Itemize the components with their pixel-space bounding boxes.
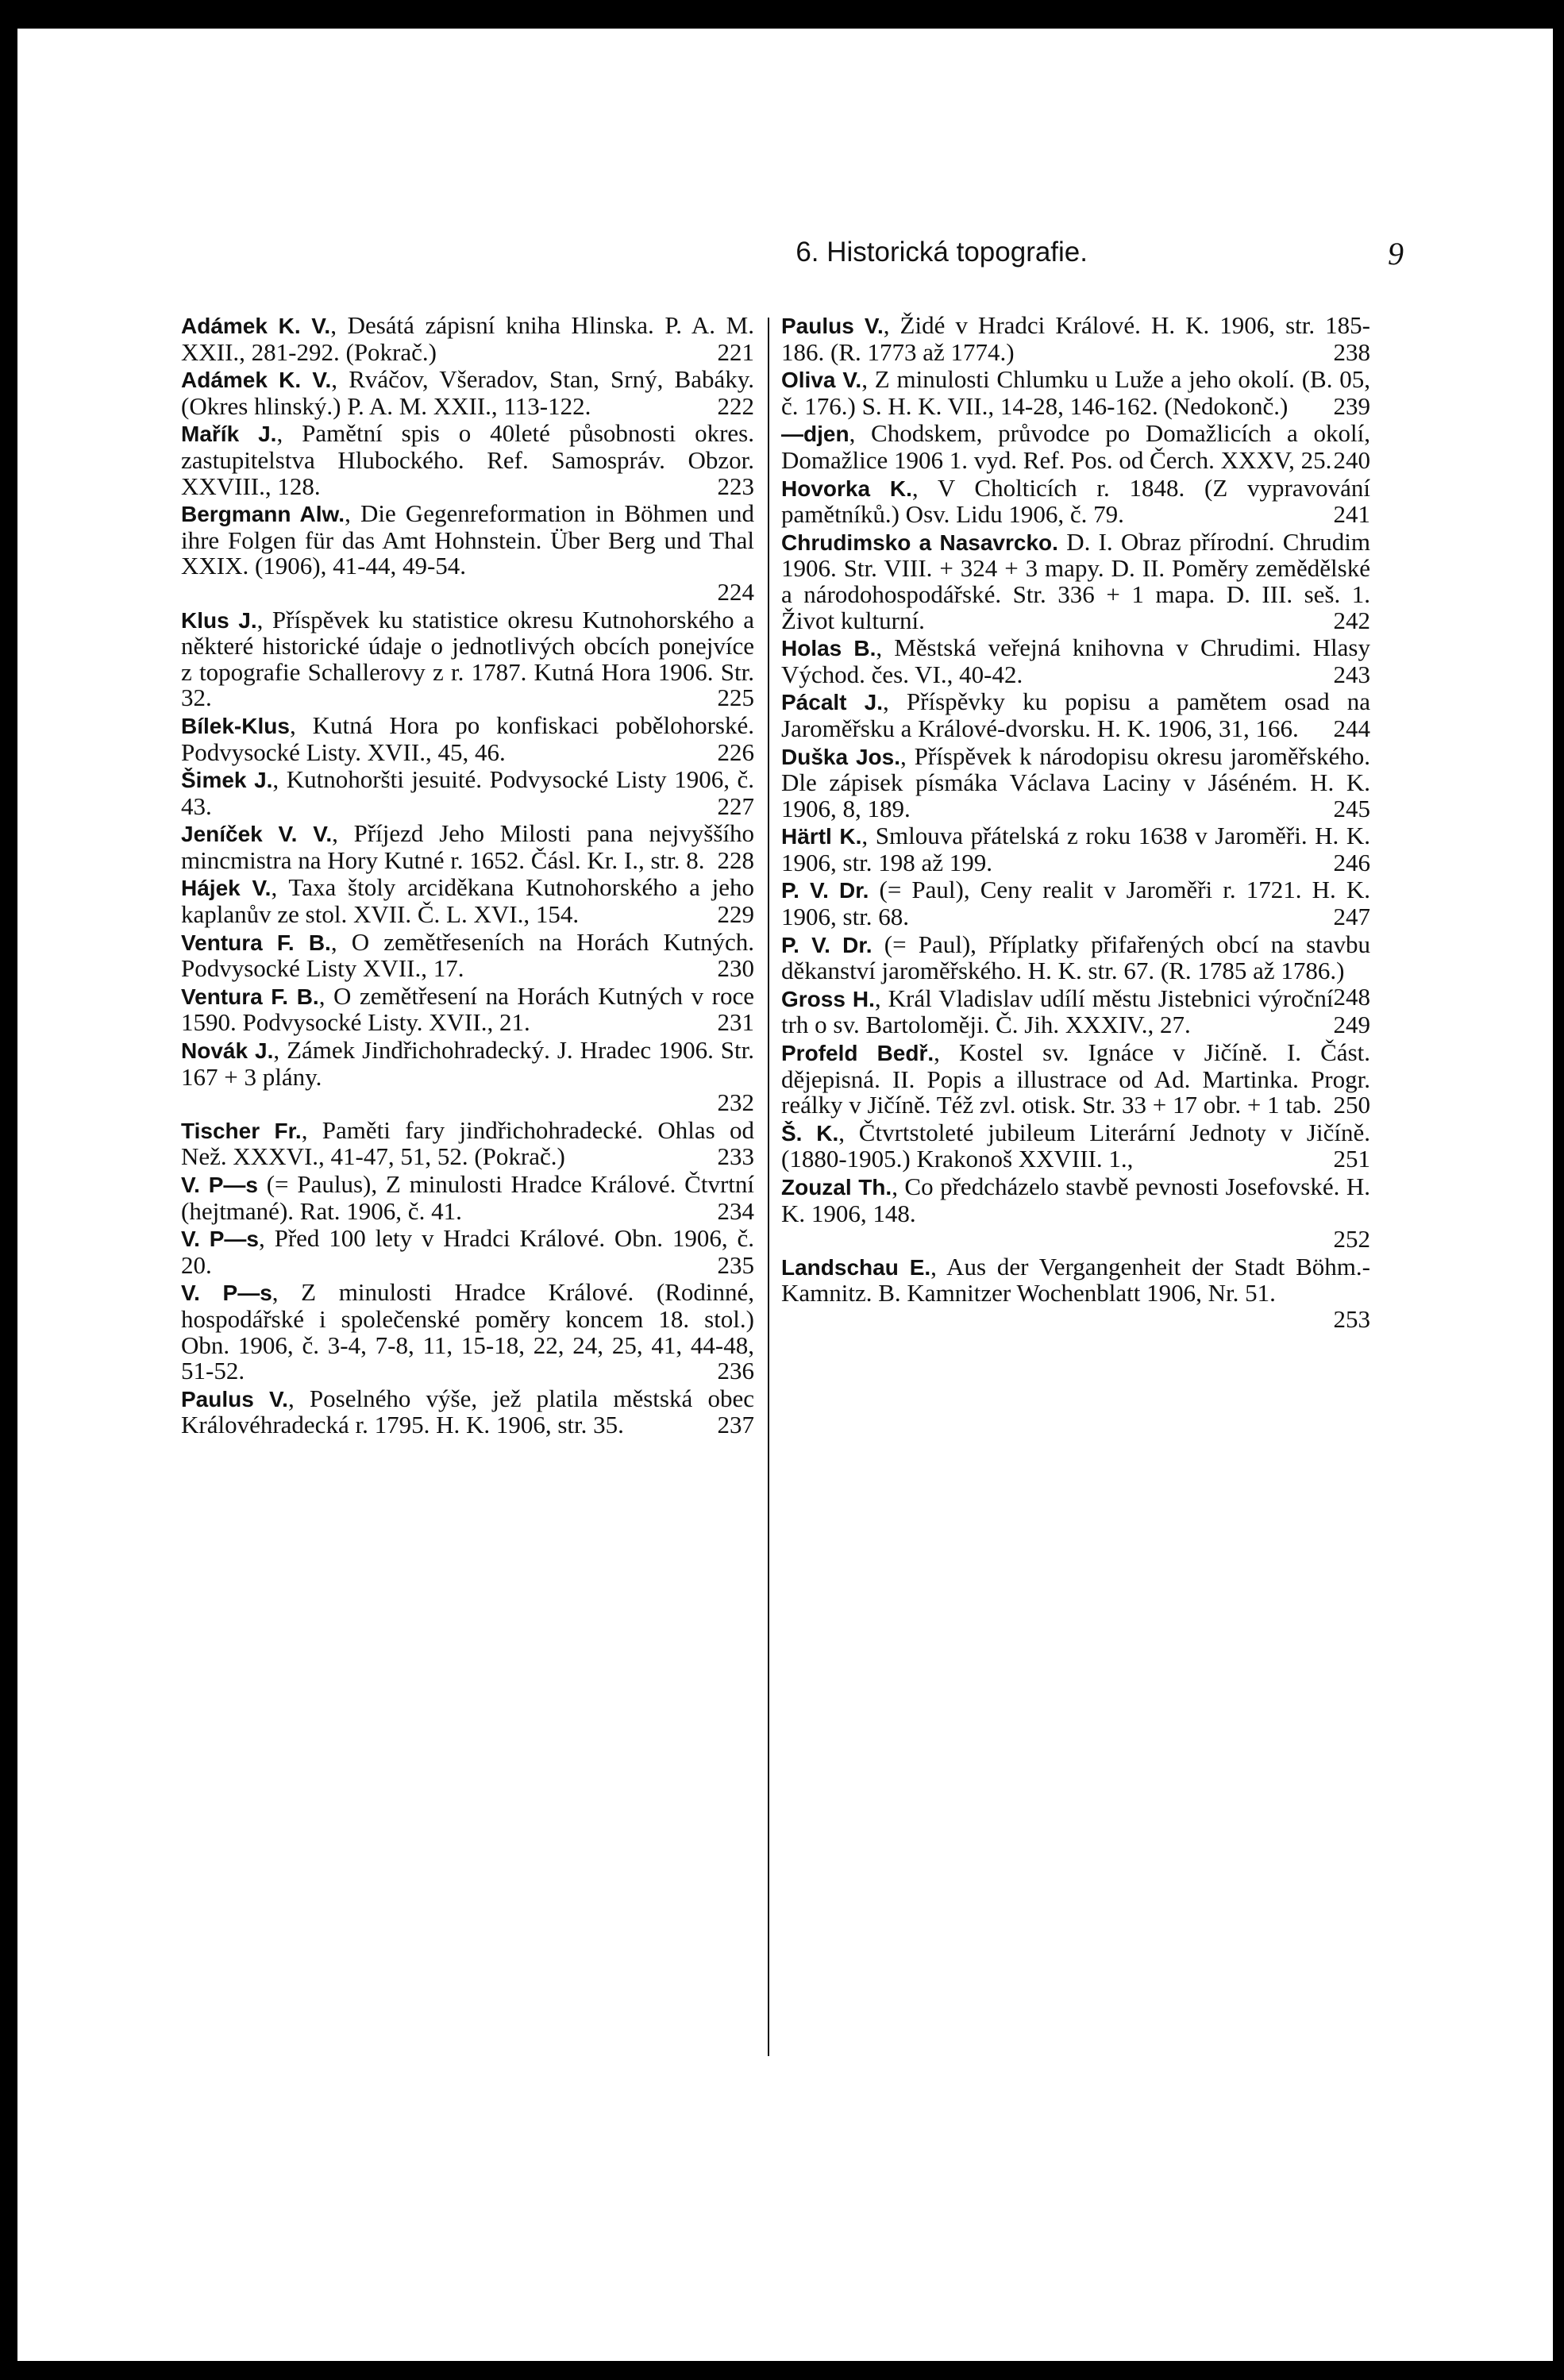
entry-text: (= Paul), Příplatky přifařených obcí na stavbu děkanství jaroměřského. H. K. str. 67. (R. 1785 až 1786.) bbox=[781, 930, 1371, 985]
entry-author: Bílek-Klus bbox=[181, 713, 290, 738]
bibliography-entry bbox=[781, 1174, 1370, 1253]
entry-text: , Co předcházelo stavbě pevnosti Josefovské. H. K. 1906, 148. bbox=[781, 1173, 1370, 1227]
right-column bbox=[781, 313, 1370, 1334]
entry-author: P. V. Dr. bbox=[781, 878, 869, 903]
entry-number: 248 bbox=[1333, 982, 1370, 1011]
entry-text: , Před 100 lety v Hradci Králové. Obn. 1906, č. 20. bbox=[181, 1224, 754, 1279]
entry-number: 229 bbox=[717, 900, 754, 929]
bibliography-entry bbox=[181, 1226, 754, 1278]
entry-text: , Z minulosti Hradce Králové. (Rodinné, hospodářské i společenské poměry koncem 18. stol.) Obn. 1906, č. 3-4, 7-8, 11, 15-18, 22, 24, 25, 41, 44-48, 51-52. bbox=[181, 1278, 754, 1385]
bibliography-entry bbox=[181, 1280, 754, 1384]
entry-text: , Kutná Hora po konfiskaci pobělohorské. Podvysocké Listy. XVII., 45, 46. bbox=[181, 711, 754, 766]
bibliography-entry bbox=[181, 1115, 755, 1171]
entry-number: 246 bbox=[1333, 848, 1370, 876]
entry-author: Chrudimsko a Nasavrcko. bbox=[781, 530, 1058, 555]
bibliography-entry bbox=[181, 421, 754, 499]
bibliography-entry bbox=[781, 473, 1370, 529]
bibliography-entry bbox=[181, 607, 754, 711]
bibliography-entry bbox=[181, 367, 754, 419]
entry-author: Mařík J. bbox=[181, 422, 277, 447]
bibliography-entry bbox=[781, 982, 1370, 1039]
bibliography-entry bbox=[181, 927, 754, 983]
entry-number: 233 bbox=[717, 1142, 754, 1171]
entry-number: 225 bbox=[717, 684, 754, 712]
entry-author: Šimek J. bbox=[181, 768, 273, 793]
entry-text: , Rváčov, Všeradov, Stan, Srný, Babáky. (Okres hlinský.) P. A. M. XXII., 113-122. bbox=[181, 365, 754, 420]
entry-text: , Poselného výše, jež platila městská obec Královéhradecká r. 1795. H. K. 1906, str. 35. bbox=[181, 1384, 754, 1439]
entry-text: , Král Vladislav udílí městu Jistebnici výroční trh o sv. Bartoloměji. Č. Jih. XXXIV., 27. bbox=[781, 984, 1334, 1039]
entry-text: , Smlouva přátelská z roku 1638 v Jaroměři. H. K. 1906, str. 198 až 199. bbox=[781, 822, 1370, 876]
entry-number: 245 bbox=[1333, 794, 1370, 822]
entry-text: , O zemětřesení na Horách Kutných v roce 1590. Podvysocké Listy. XVII., 21. bbox=[181, 981, 754, 1037]
bibliography-entry bbox=[781, 689, 1370, 741]
entry-number: 242 bbox=[1333, 606, 1370, 634]
bibliography-entry bbox=[181, 501, 754, 605]
entry-number: 251 bbox=[1333, 1145, 1370, 1173]
entry-number: 247 bbox=[1333, 903, 1370, 931]
entry-text: , Desátá zápisní kniha Hlinska. P. A. M. XXII., 281-292. (Pokrač.) bbox=[181, 311, 754, 366]
entry-author: V. P—s bbox=[181, 1281, 272, 1306]
entry-author: Tischer Fr. bbox=[181, 1118, 302, 1143]
entry-text: , Židé v Hradci Králové. H. K. 1906, str. 185-186. (R. 1773 až 1774.) bbox=[781, 311, 1370, 366]
entry-author: Härtl K. bbox=[781, 824, 862, 849]
entry-text: , V Cholticích r. 1848. (Z vypravování pamětníků.) Osv. Lidu 1906, č. 79. bbox=[781, 473, 1370, 529]
entry-number: 250 bbox=[1333, 1091, 1370, 1119]
bibliography-entry bbox=[181, 1386, 754, 1438]
entry-author: Š. K. bbox=[781, 1120, 839, 1146]
bibliography-entry bbox=[781, 421, 1370, 473]
entry-number: 227 bbox=[717, 791, 754, 820]
entry-number: 224 bbox=[717, 577, 754, 606]
entry-number: 235 bbox=[717, 1250, 754, 1279]
entry-author: Ventura F. B. bbox=[181, 930, 331, 955]
entry-author: Zouzal Th. bbox=[781, 1175, 892, 1200]
page-header bbox=[17, 233, 1553, 273]
entry-number: 231 bbox=[717, 1008, 754, 1037]
entry-text: , Zámek Jindřichohradecký. J. Hradec 1906. Str. 167 + 3 plány. bbox=[181, 1036, 754, 1091]
entry-author: V. P—s bbox=[181, 1173, 258, 1197]
entry-author: Adámek K. V. bbox=[181, 368, 332, 393]
left-column bbox=[181, 313, 754, 1440]
entry-author: Paulus V. bbox=[181, 1386, 288, 1411]
entry-text: , Chodskem, průvodce po Domažlicích a okolí, Domažlice 1906 1. vyd. Ref. Pos. od Čerch. XXXV, 25. bbox=[781, 419, 1370, 474]
entry-author: Jeníček V. V. bbox=[181, 822, 333, 847]
entry-number: 226 bbox=[717, 737, 754, 766]
entry-number: 239 bbox=[1333, 391, 1370, 420]
bibliography-entry bbox=[781, 1254, 1370, 1333]
entry-author: Hájek V. bbox=[181, 876, 272, 901]
entry-text: , Příspěvek ku statistice okresu Kutnohorského a některé historické údaje o jednotlivých obcích ponejvíce z topografie Schallerovy z r. 1787. Kutná Hora 1906. Str. 32. bbox=[181, 605, 755, 712]
entry-author: V. P—s bbox=[181, 1227, 260, 1252]
entry-number: 237 bbox=[717, 1411, 754, 1439]
page-number: 9 bbox=[1388, 236, 1404, 272]
entry-author: Paulus V. bbox=[781, 314, 884, 338]
bibliography-entry bbox=[781, 741, 1370, 822]
bibliography-entry bbox=[781, 877, 1370, 930]
entry-author: —djen bbox=[781, 422, 849, 447]
entry-number: 221 bbox=[717, 337, 754, 366]
entry-text: , Příspěvek k národopisu okresu jaroměřského. Dle zápisek písmáka Václava Laciny v Jáséném. H. K. 1906, 8, 189. bbox=[781, 741, 1370, 822]
entry-text: , Aus der Vergangenheit der Stadt Böhm.-Kamnitz. B. Kamnitzer Wochenblatt 1906, Nr. 51. bbox=[781, 1252, 1370, 1307]
entry-author: Hovorka K. bbox=[781, 476, 912, 501]
entry-text: , Paměti fary jindřichohradecké. Ohlas od Než. XXXVI., 41-47, 51, 52. (Pokrač.) bbox=[181, 1115, 755, 1171]
entry-number: 222 bbox=[717, 391, 754, 420]
entry-author: Novák J. bbox=[181, 1038, 274, 1064]
bibliography-entry bbox=[781, 527, 1370, 634]
bibliography-entry bbox=[781, 313, 1370, 365]
entry-text: , Kutnohoršti jesuité. Podvysocké Listy 1906, č. 43. bbox=[181, 765, 754, 820]
entry-author: Pácalt J. bbox=[781, 690, 884, 715]
bibliography-entry bbox=[181, 1172, 754, 1224]
entry-text: D. I. Obraz přírodní. Chrudim 1906. Str. VIII. + 324 + 3 mapy. D. II. Poměry zemědělské a národohospodářské. Str. 336 + 1 mapa. D. III. seš. 1. Život kulturní. bbox=[781, 527, 1370, 634]
entry-number: 253 bbox=[1333, 1304, 1370, 1333]
entry-number: 243 bbox=[1333, 660, 1370, 688]
bibliography-entry bbox=[181, 821, 754, 873]
bibliography-entry bbox=[181, 875, 754, 927]
entry-number: 240 bbox=[1333, 445, 1370, 474]
entry-text: , Příjezd Jeho Milosti pana nejvyššího mincmistra na Hory Kutné r. 1652. Čásl. Kr. I., str. 8. bbox=[181, 819, 755, 874]
bibliography-entry bbox=[181, 713, 754, 765]
entry-text: , Z minulosti Chlumku u Luže a jeho okolí. (B. 05, č. 176.) S. H. K. VII., 14-28, 146-162. (Nedokonč.) bbox=[781, 365, 1370, 420]
bibliography-entry bbox=[781, 367, 1370, 419]
entry-text: , Pamětní spis o 40leté působnosti okres. zastupitelstva Hlubockého. Ref. Samospráv. Obzor. XXVIII., 128. bbox=[181, 419, 754, 500]
entry-text: (= Paul), Ceny realit v Jaroměři r. 1721. H. K. 1906, str. 68. bbox=[781, 876, 1370, 931]
bibliography-entry bbox=[781, 1040, 1370, 1119]
entry-author: Bergmann Alw. bbox=[181, 502, 345, 527]
entry-author: Holas B. bbox=[781, 636, 876, 661]
entry-number: 223 bbox=[717, 472, 754, 500]
entry-number: 230 bbox=[717, 954, 754, 983]
bibliography-entry bbox=[781, 823, 1370, 876]
entry-number: 234 bbox=[717, 1196, 754, 1225]
entry-author: Duška Jos. bbox=[781, 744, 901, 769]
bibliography-entry bbox=[781, 635, 1370, 687]
entry-number: 252 bbox=[1333, 1225, 1370, 1254]
entry-author: Landschau E. bbox=[781, 1254, 931, 1280]
entry-text: , Příspěvky ku popisu a pamětem osad na Jaroměřsku a Králové-dvorsku. H. K. 1906, 31, 166. bbox=[781, 687, 1370, 742]
entry-number: 228 bbox=[717, 845, 754, 874]
entry-number: 249 bbox=[1333, 1011, 1370, 1039]
entry-text: , Městská veřejná knihovna v Chrudimi. Hlasy Východ. čes. VI., 40-42. bbox=[781, 634, 1370, 688]
entry-number: 238 bbox=[1333, 337, 1370, 366]
entry-number: 241 bbox=[1333, 500, 1370, 529]
entry-author: Ventura F. B. bbox=[181, 984, 319, 1009]
entry-number: 232 bbox=[717, 1088, 754, 1117]
entry-author: P. V. Dr. bbox=[781, 932, 873, 957]
bibliography-entry bbox=[181, 313, 754, 365]
entry-text: , Kostel sv. Ignáce v Jičíně. I. Část. dějepisná. II. Popis a illustrace od Ad. Martinka. Progr. reálky v Jičíně. Též zvl. otisk. Str. 33 + 17 obr. + 1 tab. bbox=[781, 1038, 1370, 1119]
entry-text: , Čtvrtstoleté jubileum Literární Jednoty v Jičíně. (1880-1905.) Krakonoš XXVIII. 1., bbox=[781, 1118, 1370, 1173]
bibliography-entry bbox=[181, 767, 754, 819]
entry-text: , O zemětřeseních na Horách Kutných. Podvysocké Listy XVII., 17. bbox=[181, 927, 754, 983]
entry-text: , Taxa štoly arciděkana Kutnohorského a jeho kaplanův ze stol. XVII. Č. L. XVI., 154. bbox=[181, 873, 754, 929]
entry-author: Gross H. bbox=[781, 986, 875, 1011]
bibliography-entry bbox=[781, 1120, 1370, 1173]
entry-author: Profeld Bedř. bbox=[781, 1041, 934, 1066]
bibliography-entry bbox=[181, 1038, 754, 1116]
entry-number: 236 bbox=[717, 1357, 754, 1385]
entry-text: (= Paulus), Z minulosti Hradce Králové. Čtvrtní (hejtmané). Rat. 1906, č. 41. bbox=[181, 1170, 754, 1225]
bibliography-entry bbox=[181, 981, 754, 1037]
entry-text: , Die Gegenreformation in Böhmen und ihre Folgen für das Amt Hohnstein. Über Berg und Thal XXIX. (1906), 41-44, 49-54. bbox=[181, 499, 755, 580]
entry-author: Oliva V. bbox=[781, 368, 862, 393]
book-page bbox=[17, 29, 1553, 2361]
column-divider bbox=[768, 318, 769, 2056]
entry-number: 244 bbox=[1333, 714, 1370, 742]
running-title: 6. Historická topografie. bbox=[795, 237, 1088, 268]
entry-author: Klus J. bbox=[181, 607, 257, 633]
entry-author: Adámek K. V. bbox=[181, 314, 331, 338]
